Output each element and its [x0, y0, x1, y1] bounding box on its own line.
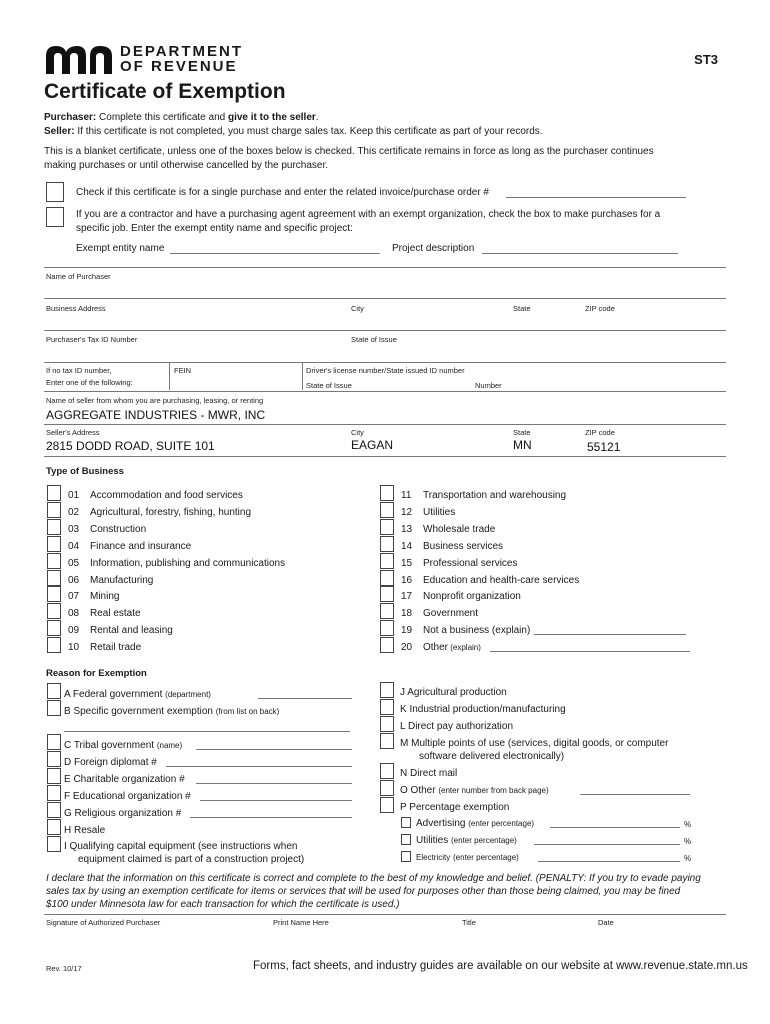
business-type-right-item	[401, 625, 530, 636]
business-06-checkbox[interactable]	[47, 570, 61, 586]
title-label: Title	[462, 918, 476, 927]
business-address-label: Business Address	[46, 304, 106, 313]
business-type-number: 03	[68, 523, 80, 535]
purchaser-instruction-end: .	[315, 112, 319, 123]
reason-b-note: (from list on back)	[215, 707, 280, 716]
dept-line-1: DEPARTMENT	[120, 43, 244, 60]
business-type-number: 15	[401, 557, 413, 569]
business-type-left-item	[68, 642, 141, 653]
reason-m-label-2: software delivered electronically)	[419, 751, 565, 762]
single-purchase-checkbox[interactable]	[46, 182, 64, 202]
declaration-line-2: sales tax by using an exemption certificate for items or services that will be used for purposes other than those being claimed, you may be fined	[46, 886, 681, 897]
reason-o-field[interactable]	[580, 794, 690, 795]
business-type-right-item	[401, 575, 579, 586]
business-type-left-item	[68, 541, 191, 552]
seller-name-label: Name of seller from whom you are purchasing, leasing, or renting	[46, 396, 264, 405]
business-20-checkbox[interactable]	[380, 637, 394, 653]
reason-a-checkbox[interactable]	[47, 683, 61, 699]
reason-d-checkbox[interactable]	[47, 751, 61, 767]
business-type-number: 06	[68, 574, 80, 586]
purchaser-tax-id-label: Purchaser's Tax ID Number	[46, 335, 138, 344]
dl-number-label: Number	[475, 381, 502, 390]
business-type-label: Information, publishing and communications	[90, 557, 286, 569]
business-type-label: Transportation and warehousing	[423, 490, 567, 501]
business-07-checkbox[interactable]	[47, 586, 61, 602]
reason-j-label: J Agricultural production	[400, 687, 507, 698]
business-type-label: Agricultural, forestry, fishing, hunting	[90, 506, 252, 518]
page-title: Certificate of Exemption	[44, 80, 286, 103]
business-16-checkbox[interactable]	[380, 570, 394, 586]
exempt-entity-label: Exempt entity name	[76, 243, 165, 254]
reason-g-checkbox[interactable]	[47, 802, 61, 818]
reason-for-exemption-heading: Reason for Exemption	[46, 668, 147, 679]
reason-e-field[interactable]	[196, 783, 352, 784]
business-type-number: 02	[68, 506, 80, 518]
business-type-label: Other	[423, 642, 449, 654]
business-type-number: 19	[401, 625, 413, 637]
business-type-number: 10	[68, 642, 80, 654]
seller-state-label: State	[513, 428, 531, 437]
business-type-number: 11	[401, 490, 412, 501]
seller-address-field[interactable]: 2815 DODD ROAD, SUITE 101	[46, 439, 215, 453]
business-type-label: Accommodation and food services	[90, 490, 243, 501]
drivers-license-label: Driver's license number/State issued ID number	[306, 366, 465, 375]
advertising-checkbox[interactable]	[401, 817, 411, 828]
purchaser-tax-id-field[interactable]	[44, 330, 726, 331]
utilities-text: Utilities	[416, 835, 449, 846]
project-description-field[interactable]	[482, 253, 678, 254]
invoice-number-field[interactable]	[506, 197, 686, 198]
business-08-checkbox[interactable]	[47, 603, 61, 619]
business-19-checkbox[interactable]	[380, 620, 394, 636]
reason-i-label-2: equipment claimed is part of a construction project)	[78, 854, 305, 865]
business-type-right-item	[401, 524, 495, 535]
reason-n-label: N Direct mail	[400, 768, 458, 779]
divider	[169, 362, 170, 390]
name-of-purchaser-field[interactable]	[44, 267, 726, 268]
exempt-entity-field[interactable]	[170, 253, 380, 254]
business-type-right-item	[401, 642, 481, 653]
purchaser-instruction	[44, 112, 319, 123]
business-type-left-item	[68, 558, 285, 569]
seller-city-label: City	[351, 428, 364, 437]
declaration-line-1: I declare that the information on this certificate is correct and complete to the best of my knowledge and belief. (PENALTY: If you try to evade paying	[46, 873, 701, 884]
seller-city-field[interactable]: EAGAN	[351, 438, 394, 452]
reason-i-checkbox[interactable]	[47, 836, 61, 852]
contractor-label-2: specific job. Enter the exempt entity name and specific project:	[76, 223, 353, 234]
business-type-left-item	[68, 591, 119, 602]
utilities-checkbox[interactable]	[401, 834, 411, 845]
business-type-label: Wholesale trade	[423, 523, 496, 535]
reason-p-label: P Percentage exemption	[400, 802, 510, 813]
divider	[44, 391, 726, 392]
seller-instruction	[44, 126, 543, 137]
business-11-checkbox[interactable]	[380, 485, 394, 501]
reason-b-exemption-field[interactable]	[64, 731, 350, 732]
reason-l-label: L Direct pay authorization	[400, 721, 514, 732]
seller-instruction-label: Seller:	[44, 126, 75, 137]
divider	[44, 424, 726, 425]
reason-a-text: A Federal government	[64, 689, 163, 700]
business-address-field[interactable]	[44, 298, 726, 299]
signature-line[interactable]	[44, 914, 726, 915]
reason-e-label: E Charitable organization #	[64, 774, 185, 785]
reason-k-label: K Industrial production/manufacturing	[400, 704, 566, 715]
utilities-percent-sign: %	[684, 837, 692, 846]
divider	[44, 362, 726, 363]
electricity-text: Electricity	[416, 853, 451, 862]
seller-state-field[interactable]: MN	[513, 438, 532, 452]
business-type-left-item	[68, 625, 173, 636]
reason-f-label: F Educational organization #	[64, 791, 191, 802]
department-name	[120, 44, 243, 74]
reason-j-checkbox[interactable]	[380, 682, 394, 698]
reason-o-note: (enter number from back page)	[438, 786, 549, 795]
business-10-checkbox[interactable]	[47, 637, 61, 653]
business-type-note: (explain)	[448, 643, 481, 653]
date-label: Date	[598, 918, 614, 927]
reason-k-checkbox[interactable]	[380, 699, 394, 715]
reason-l-checkbox[interactable]	[380, 716, 394, 732]
business-type-number: 14	[401, 540, 413, 552]
business-type-label: Not a business (explain)	[423, 625, 531, 637]
business-type-label: Retail trade	[90, 642, 142, 654]
business-type-number: 13	[401, 523, 413, 535]
type-of-business-heading: Type of Business	[46, 466, 124, 477]
contractor-checkbox[interactable]	[46, 207, 64, 227]
tax-id-state-label: State of Issue	[351, 335, 397, 344]
electricity-checkbox[interactable]	[401, 851, 411, 862]
business-type-right-item	[401, 490, 566, 501]
business-17-checkbox[interactable]	[380, 586, 394, 602]
business-type-label: Professional services	[423, 557, 518, 569]
reason-m-label-1: M Multiple points of use (services, digital goods, or computer	[400, 738, 669, 749]
business-type-label: Nonprofit organization	[423, 591, 521, 603]
business-type-number: 16	[401, 574, 413, 586]
reason-a-department-field[interactable]	[258, 698, 352, 699]
advertising-percentage-field[interactable]	[550, 827, 680, 828]
seller-zip-label: ZIP code	[585, 428, 615, 437]
dept-line-2: OF REVENUE	[120, 58, 238, 75]
reason-o-checkbox[interactable]	[380, 780, 394, 796]
business-05-checkbox[interactable]	[47, 553, 61, 569]
reason-c-note: (name)	[156, 741, 183, 750]
business-type-label: Finance and insurance	[90, 540, 192, 552]
business-type-label: Education and health-care services	[423, 574, 580, 586]
advertising-percent-sign: %	[684, 820, 692, 829]
form-number: ST3	[694, 52, 718, 67]
business-type-left-item	[68, 608, 141, 619]
reason-c-name-field[interactable]	[196, 749, 352, 750]
business-type-left-item	[68, 490, 243, 501]
reason-d-label: D Foreign diplomat #	[64, 757, 157, 768]
revision-date: Rev. 10/17	[46, 964, 82, 973]
business-type-label: Rental and leasing	[90, 625, 173, 637]
purchaser-instruction-text: Complete this certificate and	[99, 112, 228, 123]
reason-h-checkbox[interactable]	[47, 819, 61, 835]
reason-f-field[interactable]	[200, 800, 352, 801]
business-type-left-item	[68, 524, 146, 535]
blanket-text-1: This is a blanket certificate, unless one of the boxes below is checked. This certificate remains in force as long as the purchaser continues	[44, 146, 654, 157]
reason-c-checkbox[interactable]	[47, 734, 61, 750]
reason-i-label-1: I Qualifying capital equipment (see instructions when	[64, 841, 298, 852]
signature-label: Signature of Authorized Purchaser	[46, 918, 161, 927]
reason-d-field[interactable]	[166, 766, 352, 767]
business-14-checkbox[interactable]	[380, 536, 394, 552]
business-type-number: 17	[401, 591, 413, 603]
business-type-left-item	[68, 507, 251, 518]
purchaser-zip-label: ZIP code	[585, 304, 615, 313]
business-type-label: Utilities	[423, 506, 456, 518]
electricity-percent-sign: %	[684, 854, 692, 863]
print-name-label: Print Name Here	[273, 918, 329, 927]
name-of-purchaser-label: Name of Purchaser	[46, 272, 111, 281]
utilities-label	[416, 835, 517, 846]
seller-zip-field[interactable]: 55121	[587, 440, 621, 454]
electricity-label	[416, 852, 519, 863]
business-18-checkbox[interactable]	[380, 603, 394, 619]
electricity-note: (enter percentage)	[453, 853, 519, 862]
business-type-number: 12	[401, 506, 413, 518]
reason-g-field[interactable]	[190, 817, 352, 818]
reason-n-checkbox[interactable]	[380, 763, 394, 779]
seller-address-label: Seller's Address	[46, 428, 100, 437]
business-type-number: 05	[68, 557, 80, 569]
business-type-right-item	[401, 608, 478, 619]
website-footer: Forms, fact sheets, and industry guides are available on our website at www.revenue.state.mn.us	[253, 960, 748, 972]
no-tax-id-label-2: Enter one of the following:	[46, 378, 133, 387]
seller-name-field[interactable]: AGGREGATE INDUSTRIES - MWR, INC	[46, 408, 266, 422]
advertising-label	[416, 818, 534, 829]
blanket-text-2: making purchases or until otherwise cancelled by the purchaser.	[44, 160, 329, 171]
business-type-label: Real estate	[90, 608, 141, 620]
business-01-checkbox[interactable]	[47, 485, 61, 501]
business-type-right-item	[401, 558, 517, 569]
business-type-number: 07	[68, 591, 80, 603]
project-description-label: Project description	[392, 243, 475, 254]
business-13-checkbox[interactable]	[380, 519, 394, 535]
business-type-number: 18	[401, 608, 413, 620]
purchaser-instruction-label: Purchaser:	[44, 112, 97, 123]
business-02-checkbox[interactable]	[47, 502, 61, 518]
purchaser-state-label: State	[513, 304, 531, 313]
contractor-label-1: If you are a contractor and have a purchasing agent agreement with an exempt organization, check the box to make purchases for a	[76, 209, 661, 220]
business-type-right-item	[401, 507, 455, 518]
business-12-checkbox[interactable]	[380, 502, 394, 518]
reason-a-note: (department)	[165, 690, 211, 699]
declaration	[46, 872, 736, 911]
dl-state-label: State of Issue	[306, 381, 352, 390]
not-a-business-explain-field[interactable]	[534, 634, 686, 635]
divider	[302, 362, 303, 390]
single-purchase-label: Check if this certificate is for a single purchase and enter the related invoice/purchase order #	[76, 187, 489, 198]
advertising-text: Advertising	[416, 818, 466, 829]
business-type-right-item	[401, 541, 503, 552]
business-type-number: 04	[68, 540, 80, 552]
electricity-percentage-field[interactable]	[538, 861, 680, 862]
reason-b-checkbox[interactable]	[47, 700, 61, 716]
business-type-number: 08	[68, 608, 80, 620]
business-type-label: Construction	[90, 523, 147, 535]
reason-b-label	[64, 706, 279, 717]
business-type-label: Business services	[423, 540, 504, 552]
reason-e-checkbox[interactable]	[47, 768, 61, 784]
business-type-number: 09	[68, 625, 80, 637]
business-type-number: 01	[68, 490, 80, 501]
business-04-checkbox[interactable]	[47, 536, 61, 552]
other-business-explain-field[interactable]	[490, 651, 690, 652]
business-15-checkbox[interactable]	[380, 553, 394, 569]
business-type-label: Manufacturing	[90, 574, 154, 586]
reason-b-text: B Specific government exemption	[64, 706, 213, 717]
business-type-number: 20	[401, 642, 413, 654]
business-03-checkbox[interactable]	[47, 519, 61, 535]
business-type-left-item	[68, 575, 153, 586]
reason-f-checkbox[interactable]	[47, 785, 61, 801]
divider	[44, 456, 726, 457]
seller-instruction-text: If this certificate is not completed, you must charge sales tax. Keep this certificate as part of your records.	[77, 126, 543, 137]
purchaser-instruction-bold: give it to the seller	[227, 112, 316, 123]
reason-h-label: H Resale	[64, 825, 106, 836]
fein-label: FEIN	[174, 366, 192, 375]
mn-logo-icon	[44, 42, 114, 76]
utilities-note: (enter percentage)	[451, 836, 517, 845]
business-09-checkbox[interactable]	[47, 620, 61, 636]
reason-p-checkbox[interactable]	[380, 797, 394, 813]
reason-m-checkbox[interactable]	[380, 733, 394, 749]
business-type-label: Mining	[90, 591, 120, 603]
business-type-right-item	[401, 591, 521, 602]
reason-c-text: C Tribal government	[64, 740, 155, 751]
declaration-line-3: $100 under Minnesota law for each transaction for which the certificate is used.)	[46, 899, 400, 910]
utilities-percentage-field[interactable]	[534, 844, 680, 845]
reason-a-label	[64, 689, 211, 700]
purchaser-city-label: City	[351, 304, 364, 313]
reason-c-label	[64, 740, 182, 751]
reason-o-text: O Other	[400, 785, 436, 796]
reason-o-label	[400, 785, 549, 796]
business-type-label: Government	[423, 608, 479, 620]
reason-g-label: G Religious organization #	[64, 808, 182, 819]
advertising-note: (enter percentage)	[468, 819, 535, 828]
no-tax-id-label-1: If no tax ID number,	[46, 366, 112, 375]
